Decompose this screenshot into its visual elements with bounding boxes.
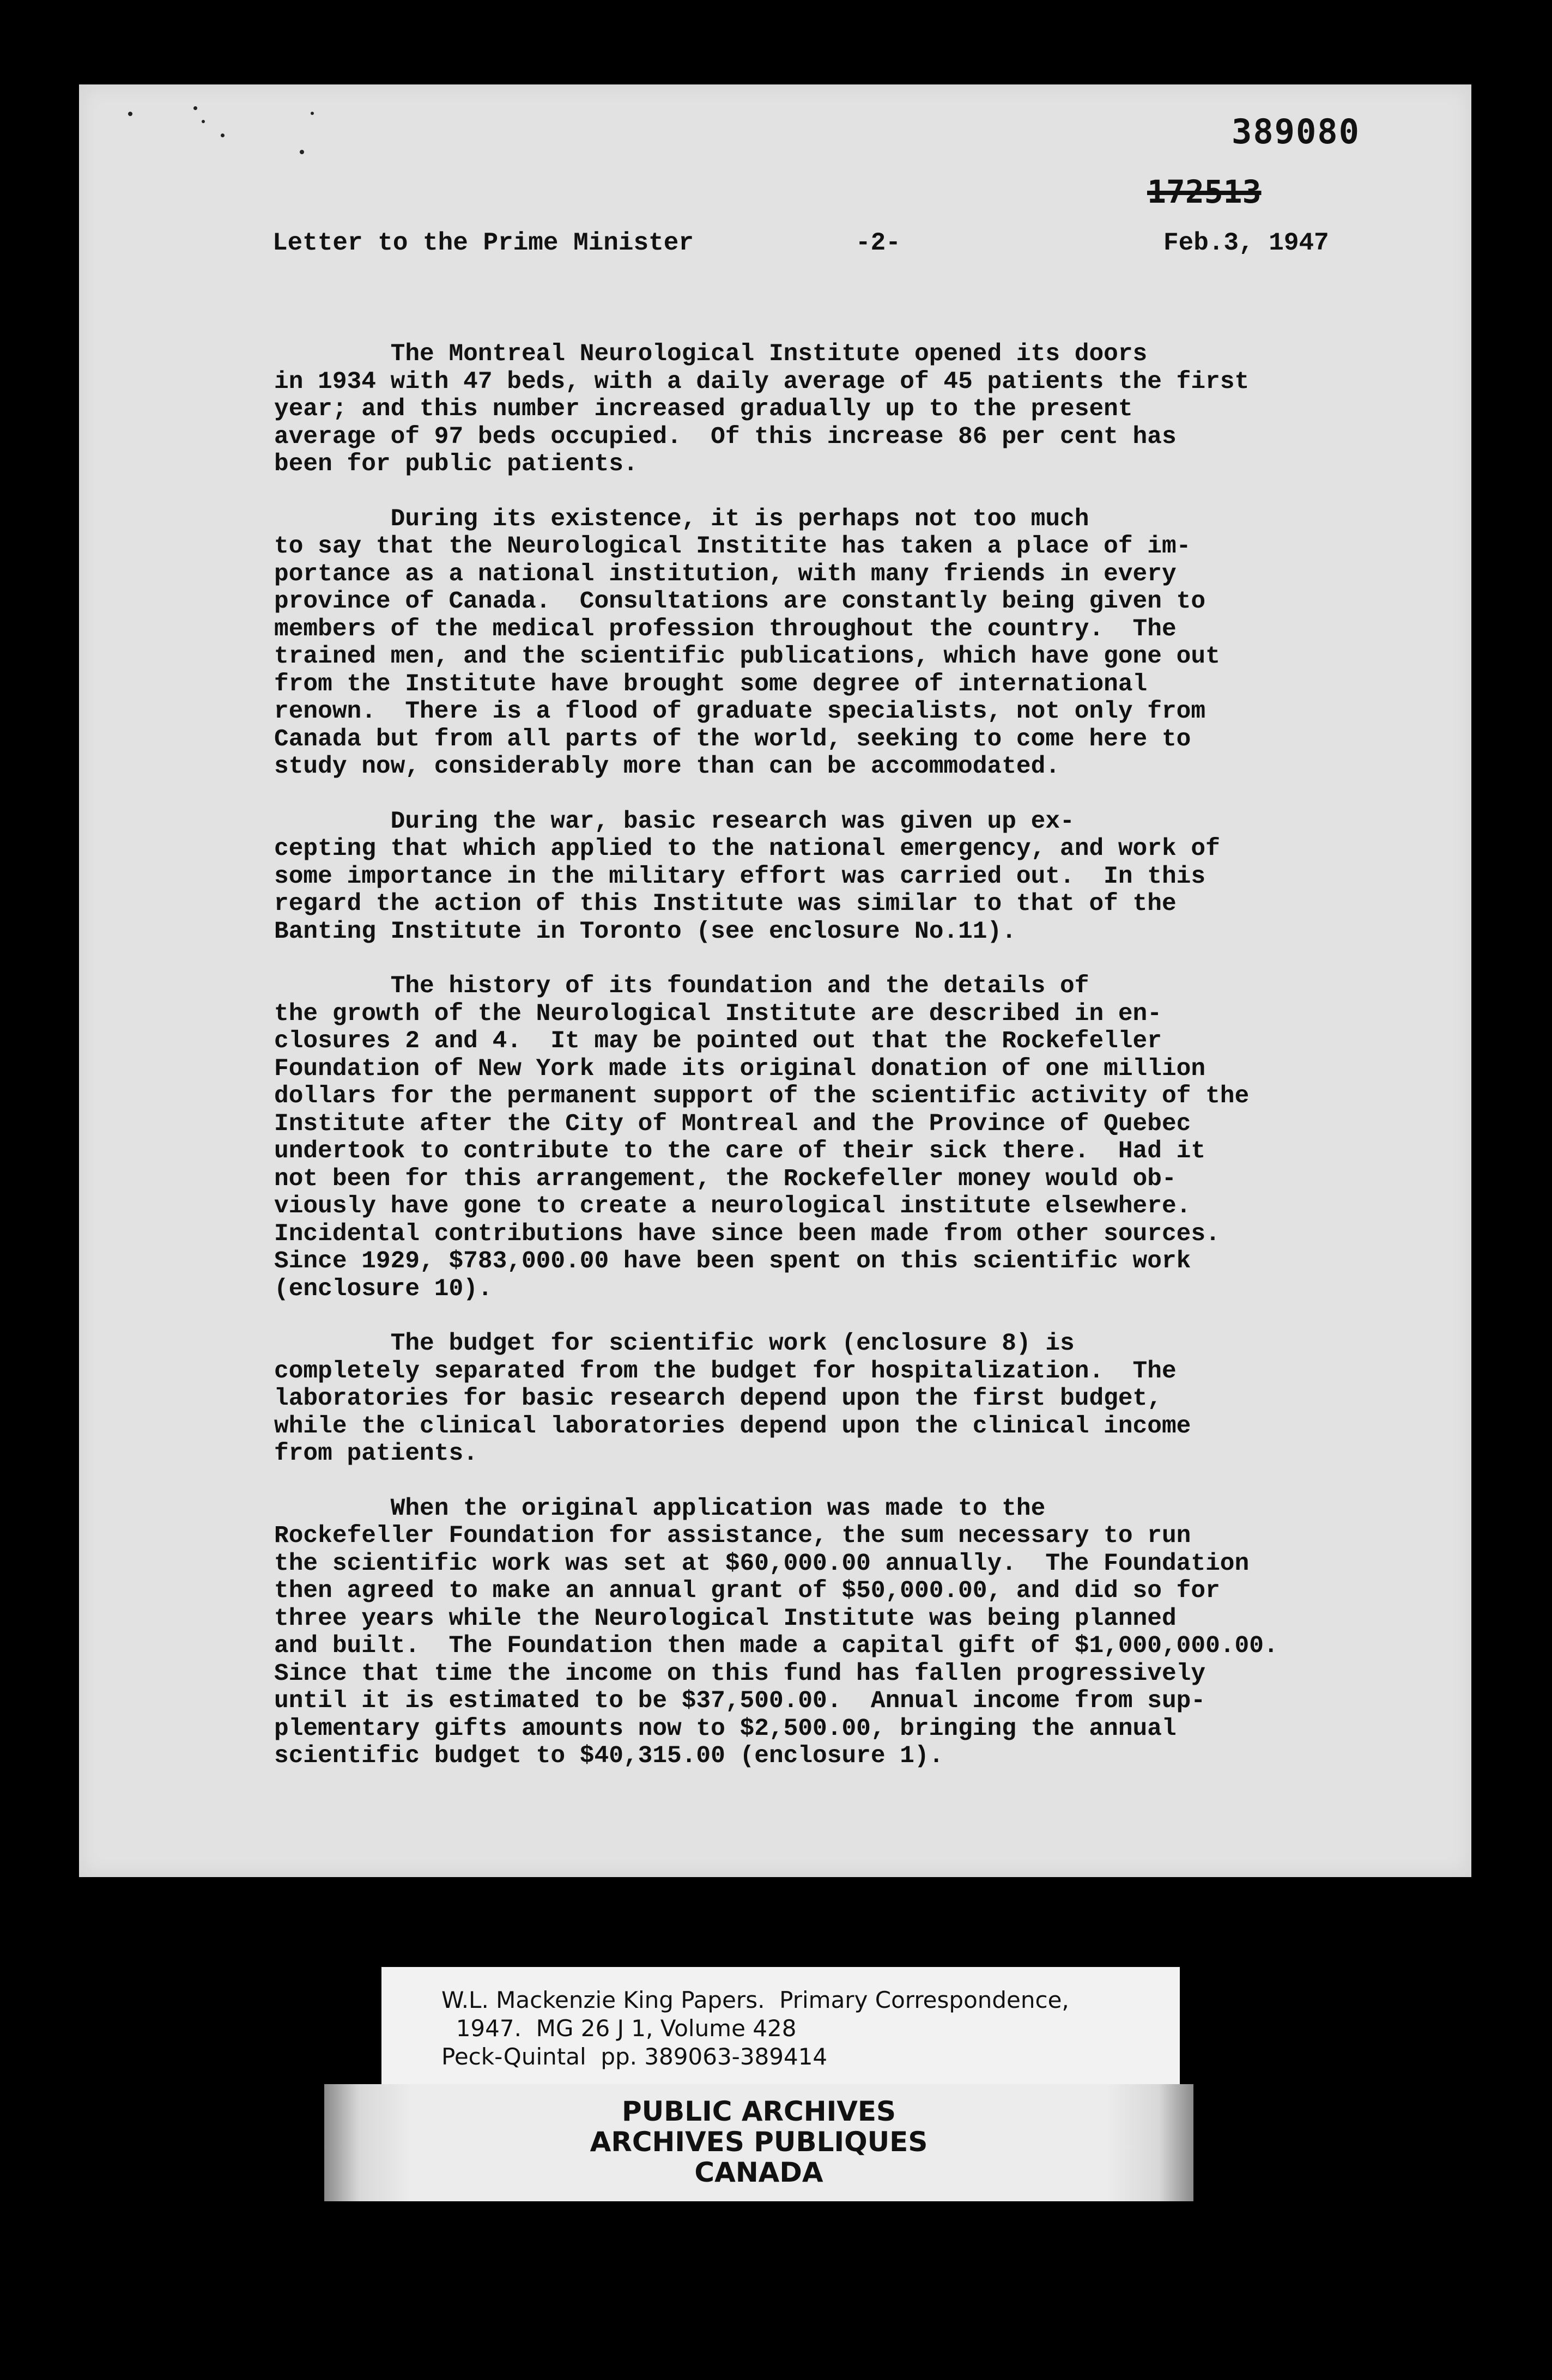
text-line: The history of its foundation and the details of	[274, 973, 1089, 1000]
text-line: some importance in the military effort was carried out. In this	[274, 863, 1206, 890]
paragraph	[274, 506, 1397, 781]
archive-stamp	[324, 2084, 1193, 2201]
text-line: the growth of the Neurological Institute are described in en-	[274, 1000, 1162, 1028]
archive-stamp-text	[324, 2096, 1193, 2188]
text-line: During the war, basic research was given up ex-	[274, 807, 1075, 835]
archive-label-line: W.L. Mackenzie King Papers. Primary Correspondence,	[441, 1987, 1069, 2013]
text-line: Since that time the income on this fund has fallen progressively	[274, 1660, 1206, 1687]
text-line: Canada but from all parts of the world, seeking to come here to	[274, 725, 1191, 753]
letter-body	[274, 341, 1397, 1798]
paragraph	[274, 808, 1397, 946]
archive-label-line: Peck-Quintal pp. 389063-389414	[441, 2043, 828, 2070]
text-line: Banting Institute in Toronto (see enclosure No.11).	[274, 918, 1016, 945]
text-line: closures 2 and 4. It may be pointed out that the Rockefeller	[274, 1028, 1162, 1055]
speck	[202, 120, 205, 123]
text-line: undertook to contribute to the care of their sick there. Had it	[274, 1138, 1206, 1165]
text-line: dollars for the permanent support of the scientific activity of the	[274, 1083, 1250, 1110]
text-line: The Montreal Neurological Institute opened its doors	[274, 341, 1148, 368]
text-line: year; and this number increased gradually up to the present	[274, 396, 1133, 423]
text-line: been for public patients.	[274, 451, 638, 478]
text-line: Institute after the City of Montreal and the Province of Quebec	[274, 1110, 1191, 1138]
text-line: trained men, and the scientific publications, which have gone out	[274, 643, 1220, 670]
text-line: average of 97 beds occupied. Of this increase 86 per cent has	[274, 423, 1177, 451]
text-line: During its existence, it is perhaps not too much	[274, 505, 1089, 533]
text-line: viously have gone to create a neurological institute elsewhere.	[274, 1193, 1191, 1220]
text-line: three years while the Neurological Institute was being planned	[274, 1605, 1177, 1632]
archive-stamp-line: ARCHIVES PUBLIQUES	[590, 2126, 928, 2158]
text-line: from the Institute have brought some degree of international	[274, 670, 1148, 698]
speck	[311, 112, 314, 115]
text-line: Foundation of New York made its original donation of one million	[274, 1055, 1206, 1083]
speck	[300, 150, 304, 154]
text-line: laboratories for basic research depend upon the first budget,	[274, 1385, 1162, 1412]
letter-date: Feb.3, 1947	[1163, 229, 1329, 257]
paragraph	[274, 1330, 1397, 1468]
archive-stamp-line: PUBLIC ARCHIVES	[621, 2096, 896, 2127]
text-line: to say that the Neurological Institite has taken a place of im-	[274, 533, 1191, 560]
text-line: The budget for scientific work (enclosure 8) is	[274, 1330, 1075, 1357]
page-number: -2-	[856, 229, 901, 257]
text-line: scientific budget to $40,315.00 (enclosure 1).	[274, 1742, 944, 1770]
text-line: until it is estimated to be $37,500.00. Annual income from sup-	[274, 1687, 1206, 1715]
text-line: When the original application was made to the	[274, 1495, 1046, 1522]
text-line: then agreed to make an annual grant of $50,000.00, and did so for	[274, 1577, 1220, 1605]
text-line: members of the medical profession throughout the country. The	[274, 615, 1177, 643]
text-line: and built. The Foundation then made a capital gift of $1,000,000.00.	[274, 1632, 1278, 1660]
text-line: (enclosure 10).	[274, 1275, 493, 1303]
text-line: while the clinical laboratories depend upon the clinical income	[274, 1412, 1191, 1440]
speck	[221, 133, 225, 137]
paragraph	[274, 1495, 1397, 1770]
archive-stamp-line: CANADA	[694, 2157, 823, 2188]
text-line: province of Canada. Consultations are constantly being given to	[274, 588, 1206, 615]
text-line: the scientific work was set at $60,000.00 annually. The Foundation	[274, 1550, 1250, 1577]
paragraph	[274, 341, 1397, 478]
text-line: not been for this arrangement, the Rockefeller money would ob-	[274, 1165, 1177, 1193]
paragraph	[274, 973, 1397, 1303]
letter-heading: Letter to the Prime Minister	[272, 229, 694, 257]
text-line: Incidental contributions have since been made from other sources.	[274, 1220, 1220, 1248]
text-line: portance as a national institution, with many friends in every	[274, 560, 1177, 588]
text-line: cepting that which applied to the national emergency, and work of	[274, 835, 1220, 863]
text-line: Rockefeller Foundation for assistance, the sum necessary to run	[274, 1522, 1191, 1550]
archive-label-line: 1947. MG 26 J 1, Volume 428	[441, 2015, 797, 2042]
text-line: Since 1929, $783,000.00 have been spent on this scientific work	[274, 1248, 1191, 1275]
text-line: regard the action of this Institute was similar to that of the	[274, 890, 1177, 918]
text-line: renown. There is a flood of graduate specialists, not only from	[274, 698, 1206, 725]
speck	[128, 112, 132, 116]
old-document-number: 172513	[1147, 173, 1262, 210]
text-line: study now, considerably more than can be accommodated.	[274, 753, 1060, 780]
document-number: 389080	[1232, 112, 1360, 151]
text-line: from patients.	[274, 1440, 478, 1467]
text-line: in 1934 with 47 beds, with a daily average of 45 patients the first	[274, 368, 1250, 396]
speck	[193, 106, 197, 110]
text-line: plementary gifts amounts now to $2,500.00, bringing the annual	[274, 1715, 1177, 1742]
archive-label-text	[441, 1986, 1069, 2071]
text-line: completely separated from the budget for hospitalization. The	[274, 1357, 1177, 1385]
